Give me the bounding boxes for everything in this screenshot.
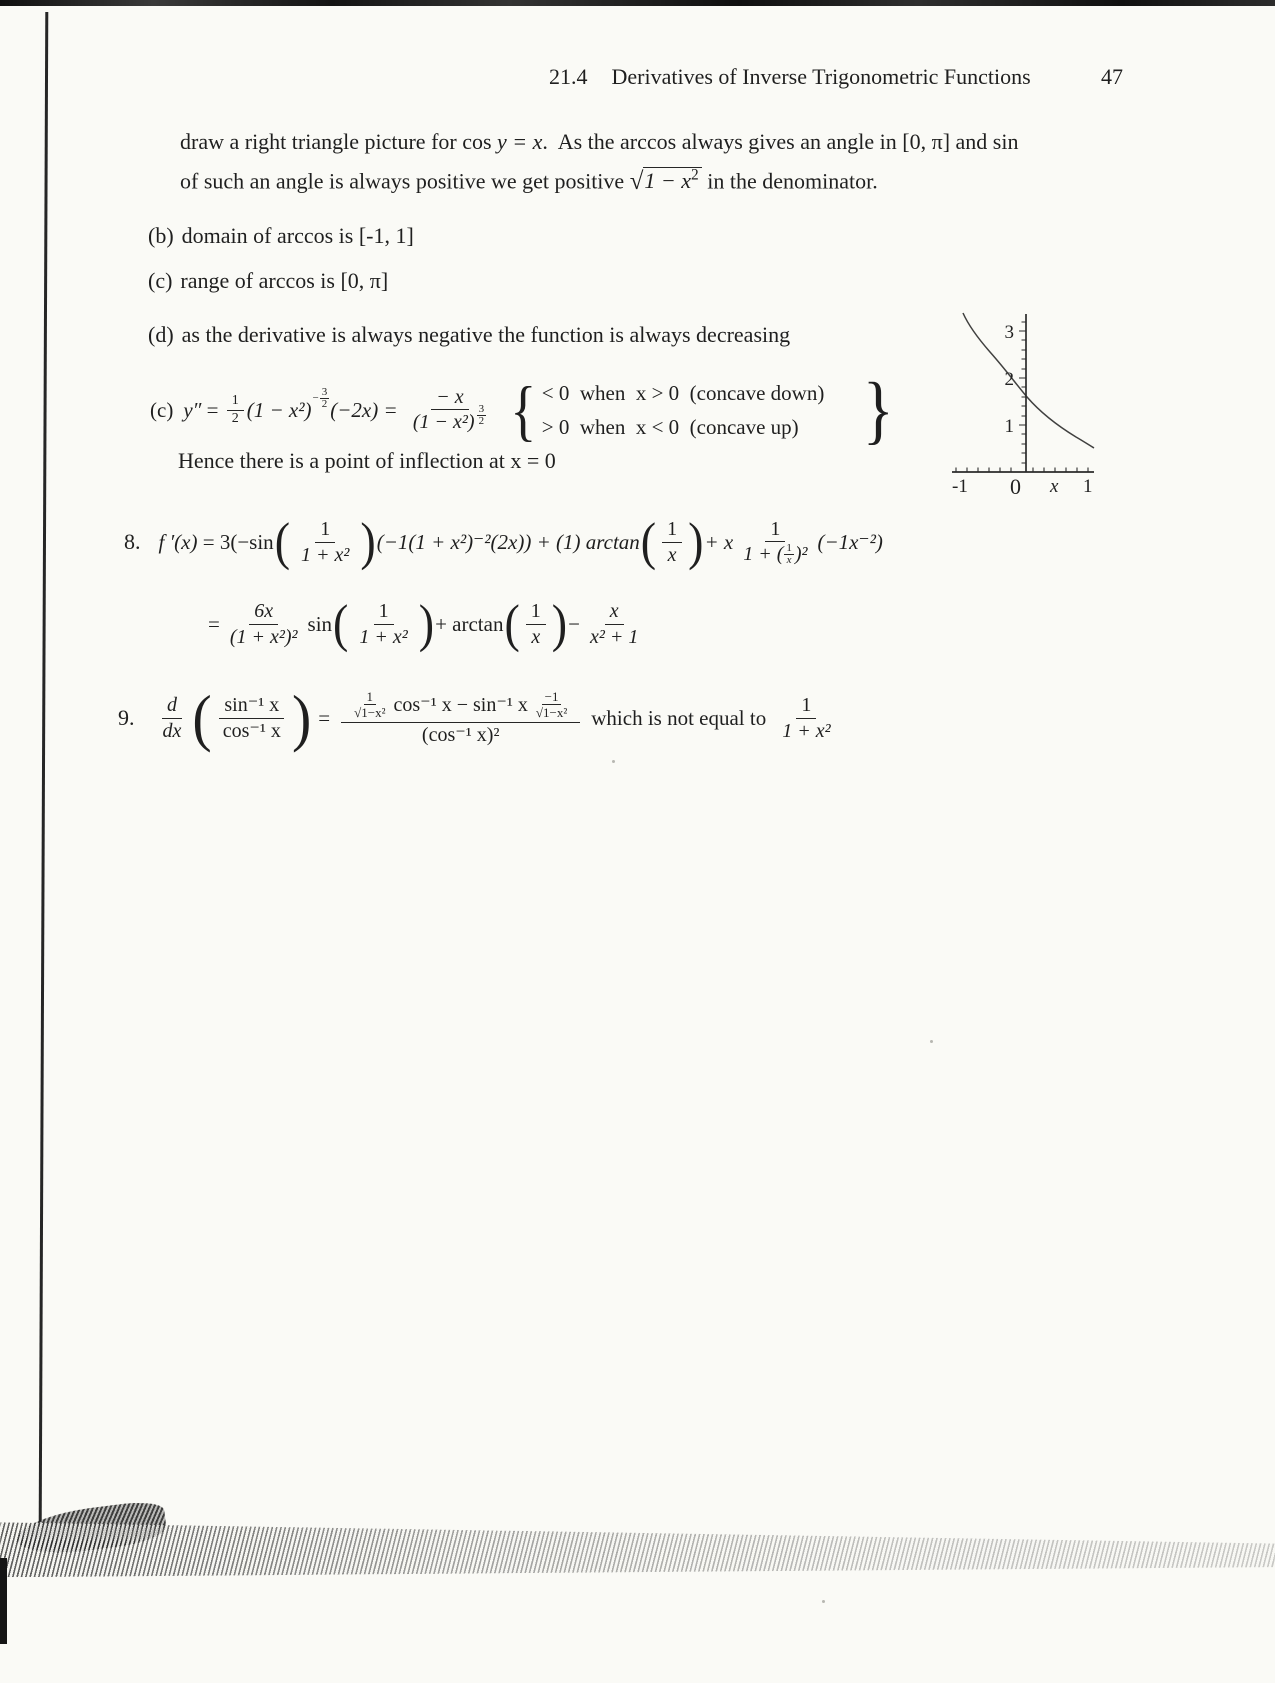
plus-arctan: + arctan xyxy=(435,611,504,636)
section-number: 21.4 xyxy=(549,64,588,89)
mini-fraction-neg1-over-sqrt: $\frac{-1}{\text{√1−x²}}$ xyxy=(535,689,568,721)
scan-speck xyxy=(822,1600,825,1603)
x-tick-label-1: 1 xyxy=(1083,476,1093,497)
item-d-label: (d) xyxy=(148,322,174,347)
y-tick-label-2: 2 xyxy=(1004,369,1014,390)
tail-factor: (−1x⁻²) xyxy=(817,529,883,554)
big-right-paren: ) xyxy=(360,511,376,571)
fraction-1-over-1px2: $\frac{1}{\text{1 + x²}}$ xyxy=(301,518,350,566)
problem-8-number: 8. xyxy=(124,529,141,554)
d-dx-operator: $\frac{d}{dx}$ xyxy=(162,694,182,742)
intro-text: of such an angle is always positive we get positive xyxy=(180,168,630,194)
big-right-paren: ) xyxy=(291,681,312,753)
y-axis-major-ticks xyxy=(1019,331,1026,425)
factor: (−2x) = xyxy=(330,397,403,422)
mini-fraction-1-over-sqrt: $\frac{1}{\text{√1−x²}}$ xyxy=(354,689,386,721)
main-fraction: − x (1 − x²) $\frac{3}{2}$ xyxy=(408,386,492,434)
arccos-curve xyxy=(963,313,1094,448)
f-prime-x: f ′(x) xyxy=(158,529,198,554)
item-e-formula xyxy=(150,366,897,454)
equals: = xyxy=(201,397,224,422)
not-equal-note: which is not equal to xyxy=(591,705,767,730)
fraction-6x: $\frac{6x}{\text{(1 + x²)²}}$ xyxy=(229,600,298,648)
fraction-1-over-1px2: $\frac{1}{\text{1 + x²}}$ xyxy=(782,694,831,742)
fraction-1-over-x: $\frac{1}{x}$ xyxy=(662,518,682,566)
fraction-1-over-1px2: $\frac{1}{\text{1 + x²}}$ xyxy=(359,600,408,648)
page-header xyxy=(549,64,1031,90)
item-b-text: domain of arccos is [-1, 1] xyxy=(181,223,414,248)
problem-8-line-1 xyxy=(124,498,883,586)
x-tick-label-0: 0 xyxy=(1010,474,1021,499)
x-tick-label-neg1: -1 xyxy=(952,476,968,497)
scan-artifact-top-edge xyxy=(0,0,1275,6)
cases xyxy=(542,381,825,440)
item-c-text: range of arccos is [0, π] xyxy=(180,268,389,293)
x-axis-variable-label: x xyxy=(1050,476,1059,497)
fraction-1-over-1-plus-inv-x-sq: 1 1 + ( $\frac{1}{x}$ )² xyxy=(743,517,808,567)
problem-9-number: 9. xyxy=(118,705,135,730)
y-tick-label-3: 3 xyxy=(1004,322,1014,343)
plus-x: + x xyxy=(704,529,734,554)
intro-line-1 xyxy=(180,129,1018,155)
item-b-label: (b) xyxy=(148,223,174,248)
equals: = xyxy=(208,611,220,636)
exponent-minus-three-halves: − $\frac{3}{2}$ xyxy=(312,385,328,410)
intro-text-end: in the denominator. xyxy=(701,168,878,194)
chain-rule-terms: (−1(1 + x²)⁻²(2x)) + (1) arctan xyxy=(376,529,640,554)
y-tick-label-1: 1 xyxy=(1004,416,1014,437)
item-d-text: as the derivative is always negative the function is always decreasing xyxy=(181,322,791,347)
closing-brace: } xyxy=(863,367,895,452)
page-spine-line xyxy=(39,12,49,1522)
problem-9 xyxy=(118,658,841,778)
big-left-paren: ( xyxy=(274,511,291,571)
bottom-page-edges-texture xyxy=(0,1521,1275,1583)
base-expression: (1 − x²) xyxy=(246,397,312,422)
equals-3-sin: = 3(−sin xyxy=(197,529,274,554)
intro-text: draw a right triangle picture for cos xyxy=(180,129,498,154)
fraction-x-over-x2p1: $\frac{x}{\text{x² + 1}}$ xyxy=(589,600,639,648)
item-b xyxy=(148,223,414,249)
fraction-1-over-x: $\frac{1}{x}$ xyxy=(526,600,546,648)
arccos-graph xyxy=(936,300,1106,500)
item-c xyxy=(148,268,388,294)
intro-text-cont: . As the arccos always gives an angle in [0, π] and sin xyxy=(542,129,1019,154)
case-concave-up: > 0 when x < 0 (concave up) xyxy=(541,414,799,439)
exponent-three-halves: $\frac{3}{2}$ xyxy=(478,403,485,428)
big-left-paren: ( xyxy=(504,593,520,653)
radicand: $1 - x^2$ xyxy=(643,167,701,193)
intro-math: y = x xyxy=(497,129,543,154)
big-right-paren: ) xyxy=(688,511,704,571)
page-number: 47 xyxy=(1101,64,1123,89)
big-left-paren: ( xyxy=(192,681,212,753)
scan-speck xyxy=(930,1040,933,1043)
intro-line-2 xyxy=(180,167,878,195)
equals: = xyxy=(318,705,331,730)
one-half-fraction: $\frac{1}{2}$ xyxy=(227,394,244,426)
radical-sign: √ xyxy=(629,168,644,196)
item-c-label: (c) xyxy=(148,268,173,293)
minus: − xyxy=(568,611,580,636)
big-left-paren: ( xyxy=(333,593,349,653)
sin-label: sin xyxy=(307,611,333,636)
big-right-paren: ) xyxy=(418,593,435,653)
one-over-x-mini: $\frac{1}{x}$ xyxy=(786,542,792,567)
big-left-paren: ( xyxy=(640,511,657,571)
section-title: Derivatives of Inverse Trigonometric Functions xyxy=(611,64,1031,89)
big-right-paren: ) xyxy=(551,593,568,653)
quotient-arcsin-over-arccos: $\frac{\text{sin⁻¹ x}}{\text{cos⁻¹ x}}$ xyxy=(218,694,286,742)
scan-artifact-left-nub xyxy=(0,1558,7,1644)
quotient-rule-fraction: $\frac{1}{\text{√1−x²}}$ cos⁻¹ x − sin⁻¹ x $\frac{-1}{\text{√1−x²}}$ (cos⁻¹ x)² xyxy=(341,690,580,746)
scan-speck xyxy=(612,760,615,763)
problem-8-line-2 xyxy=(208,586,648,662)
case-concave-down: < 0 when x > 0 (concave down) xyxy=(541,380,825,405)
cases-left-brace: { xyxy=(510,371,537,448)
square-root-expression xyxy=(629,167,702,196)
inflection-conclusion: Hence there is a point of inflection at x = 0 xyxy=(178,448,556,473)
item-d xyxy=(148,322,790,348)
item-e-label: (c) xyxy=(150,397,174,422)
y-double-prime: y″ xyxy=(183,397,202,422)
